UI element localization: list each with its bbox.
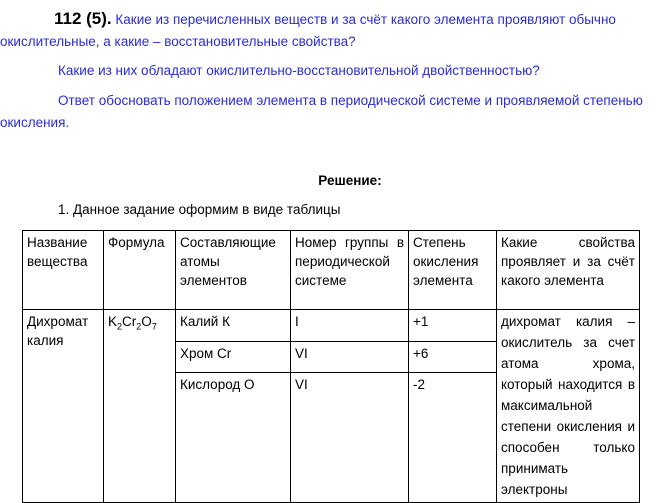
cell-group-o: VI	[291, 373, 409, 503]
question-paragraph-3: Ответ обосновать положением элемента в периодической системе и проявляемой степенью окисления.	[0, 93, 643, 130]
problem-number: 112 (5).	[54, 9, 112, 28]
header-properties: Какие свойства проявляет и за счёт какого элемента	[497, 231, 640, 310]
question-paragraph-2: Какие из них обладают окислительно-восстановительной двойственностью?	[58, 63, 540, 78]
table-row	[23, 310, 640, 342]
cell-atom-k: Калий К	[176, 310, 291, 342]
question-text-1: Какие из перечисленных веществ и за счёт какого элемента проявляют обычно окислительные, а какие – восстановительные свойства?	[0, 12, 616, 49]
cell-atom-o: Кислород O	[176, 373, 291, 503]
header-name: Название вещества	[23, 231, 104, 310]
cell-properties: дихромат калия – окислитель за счет атома хрома, который находится в максимальной степени окисления и способен только принимать электроны	[497, 310, 640, 503]
cell-oxidation-k: +1	[409, 310, 497, 342]
header-group: Номер группы в периодической системе	[291, 231, 409, 310]
cell-atom-cr: Хром Cr	[176, 341, 291, 373]
header-atoms: Составляющие атомы элементов	[176, 231, 291, 310]
solution-step-1: 1. Данное задание оформим в виде таблицы	[58, 202, 341, 217]
formula-part-3: O	[141, 314, 152, 329]
formula-sub-1: 2	[117, 321, 123, 332]
cell-formula	[104, 310, 176, 503]
formula-sub-3: 7	[151, 321, 157, 332]
cell-group-cr: VI	[291, 341, 409, 373]
header-formula: Формула	[104, 231, 176, 310]
cell-substance: Дихромат калия	[23, 310, 104, 503]
table-header-row	[23, 231, 640, 310]
properties-table	[22, 230, 640, 503]
cell-oxidation-cr: +6	[409, 341, 497, 373]
formula-sub-2: 2	[136, 321, 142, 332]
formula-part-1: K	[108, 314, 118, 329]
header-oxidation: Степень окисления элемента	[409, 231, 497, 310]
formula-part-2: Cr	[122, 314, 137, 329]
question-paragraph-1	[0, 8, 650, 53]
cell-oxidation-o: -2	[409, 373, 497, 503]
cell-group-k: I	[291, 310, 409, 342]
solution-title: Решение:	[318, 173, 382, 188]
